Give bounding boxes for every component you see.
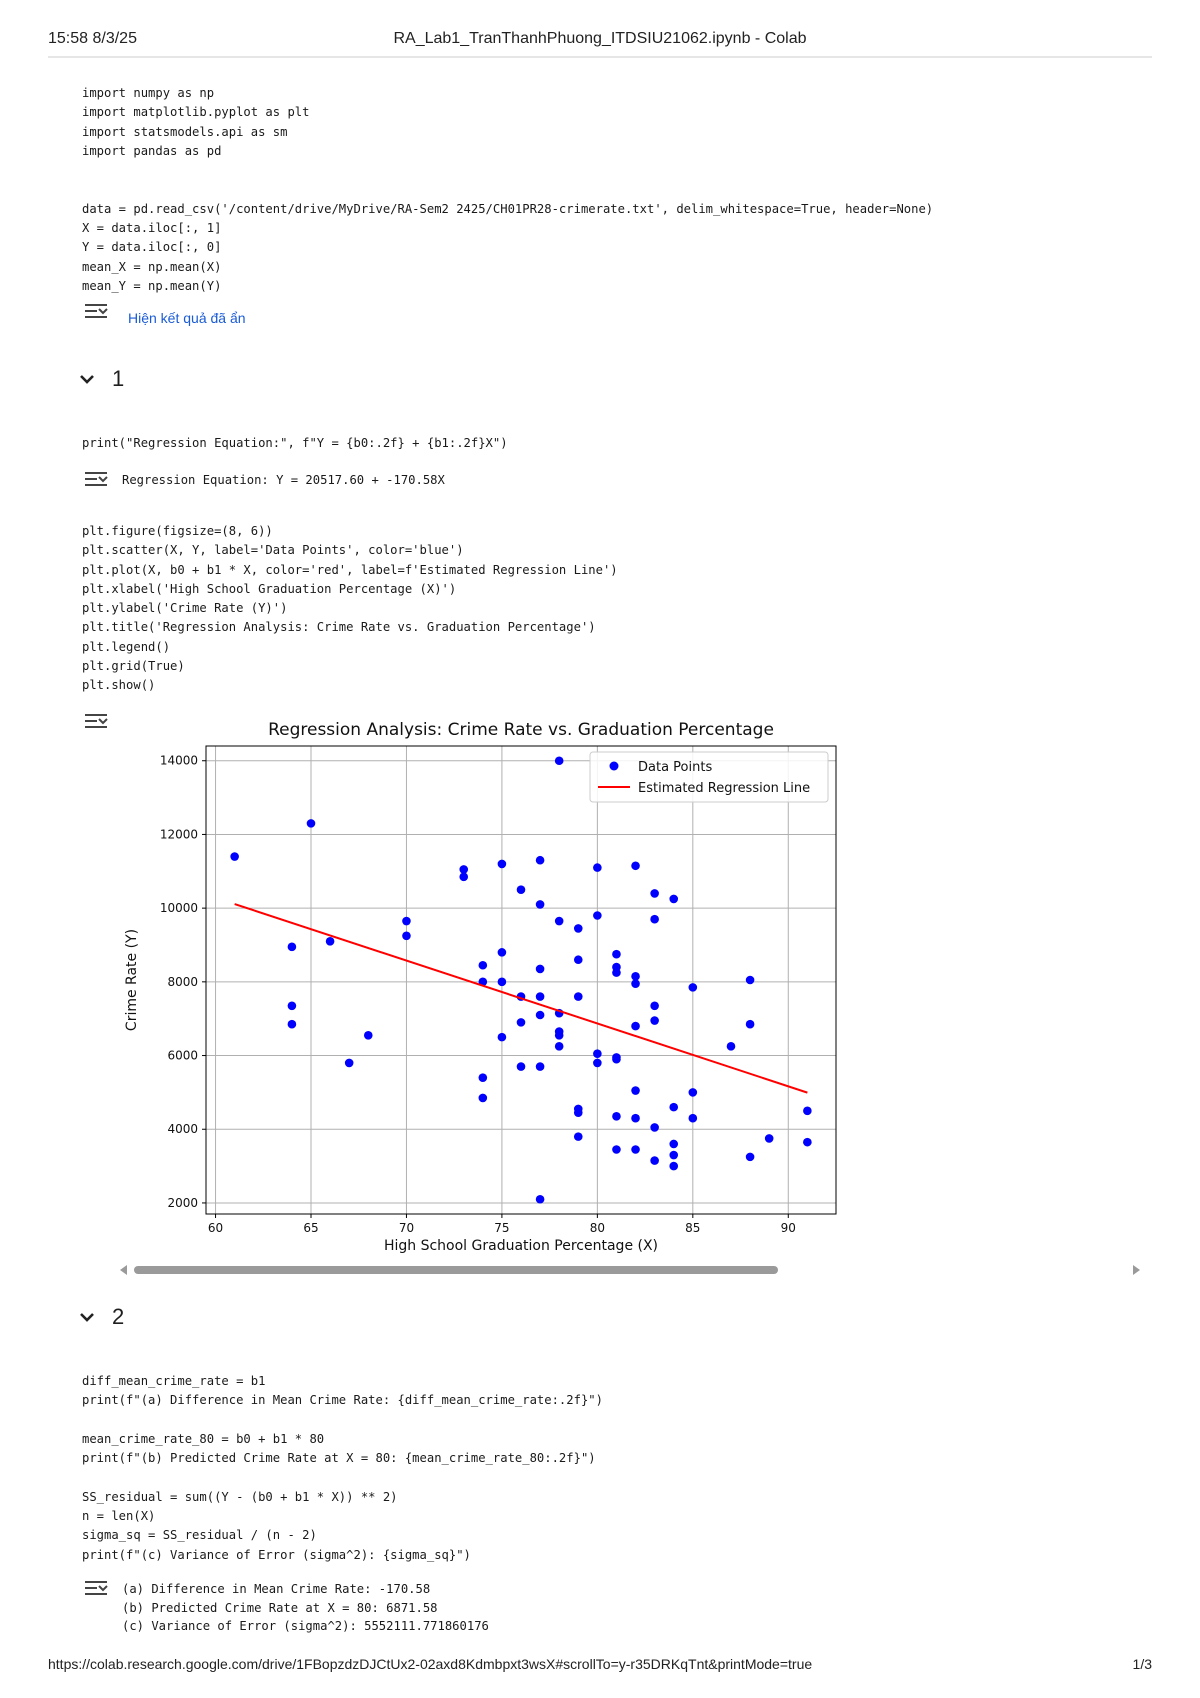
data-point: [669, 1162, 678, 1171]
x-tick-label: 85: [685, 1221, 701, 1235]
data-point: [612, 1055, 621, 1064]
scatter-points: [230, 756, 811, 1203]
data-point: [574, 955, 583, 964]
data-point: [517, 1062, 526, 1071]
output-toggle-icon[interactable]: [84, 470, 110, 488]
data-point: [631, 1114, 640, 1123]
data-point: [536, 1062, 545, 1071]
equation-output: Regression Equation: Y = 20517.60 + -170.58X: [122, 473, 445, 487]
section-2-title: 2: [112, 1304, 125, 1329]
data-point: [517, 885, 526, 894]
data-point: [459, 873, 468, 882]
data-point: [669, 1151, 678, 1160]
data-point: [689, 1114, 698, 1123]
data-point: [765, 1134, 774, 1143]
legend-marker-points: [610, 762, 619, 771]
data-point: [631, 861, 640, 870]
chart-title: Regression Analysis: Crime Rate vs. Graduation Percentage: [268, 720, 774, 740]
data-point: [650, 915, 659, 924]
data-point: [517, 1018, 526, 1027]
data-point: [536, 965, 545, 974]
y-tick-label: 12000: [159, 827, 198, 842]
data-point: [631, 972, 640, 981]
plot-frame: [206, 746, 836, 1214]
data-point: [479, 1094, 488, 1103]
x-axis-label: High School Graduation Percentage (X): [383, 1238, 659, 1254]
data-point: [631, 979, 640, 988]
imports-code-cell[interactable]: import numpy as np import matplotlib.pyplot as plt import statsmodels.api as sm import pandas as pd data = pd.read_csv('/content/drive/MyDrive/RA-Sem2 2425/CH01PR28-crimerate.txt', delim_whitespace=True, header=None) X = data.iloc[:, 1] Y = data.iloc[:, 0] mean_X = np.mean(X) mean_Y = np.mean(Y): [82, 86, 934, 293]
data-point: [746, 976, 755, 985]
data-point: [555, 1031, 564, 1040]
legend-label-points: Data Points: [638, 760, 713, 775]
data-point: [555, 917, 564, 926]
data-point: [536, 900, 545, 909]
data-point: [727, 1042, 736, 1051]
print-datetime: 15:58 8/3/25: [48, 30, 137, 47]
data-point: [402, 917, 411, 926]
scroll-right-icon[interactable]: [1133, 1265, 1140, 1275]
data-point: [593, 1059, 602, 1068]
data-point: [479, 1073, 488, 1082]
data-point: [574, 1132, 583, 1141]
chart-legend: [590, 752, 828, 802]
data-point: [288, 1001, 297, 1010]
data-point: [650, 1001, 659, 1010]
data-point: [689, 983, 698, 992]
data-point: [498, 948, 507, 957]
y-tick-label: 6000: [167, 1048, 198, 1063]
chevron-down-icon[interactable]: [78, 370, 96, 388]
data-point: [536, 1011, 545, 1020]
show-hidden-output-link[interactable]: Hiện kết quả đã ẩn: [128, 310, 246, 326]
data-point: [288, 1020, 297, 1029]
data-point: [612, 1145, 621, 1154]
data-point: [307, 819, 316, 828]
data-point: [459, 865, 468, 874]
data-point: [345, 1059, 354, 1068]
scrollbar-thumb[interactable]: [134, 1266, 778, 1274]
data-point: [364, 1031, 373, 1040]
data-point: [593, 1049, 602, 1058]
data-point: [612, 968, 621, 977]
x-tick-label: 65: [303, 1221, 319, 1235]
y-axis-label: Crime Rate (Y): [124, 928, 140, 1032]
output-toggle-icon[interactable]: [84, 302, 110, 320]
data-point: [631, 1022, 640, 1031]
data-point: [689, 1088, 698, 1097]
y-tick-label: 14000: [159, 753, 198, 768]
calc-output: (a) Difference in Mean Crime Rate: -170.58 (b) Predicted Crime Rate at X = 80: 6871.58 (c) Variance of Error (sigma^2): 5552111.771860176: [122, 1582, 489, 1633]
print-equation-code-cell[interactable]: print("Regression Equation:", f"Y = {b0:.2f} + {b1:.2f}X"): [82, 436, 508, 450]
section-1-header[interactable]: [78, 364, 124, 394]
data-point: [555, 1042, 564, 1051]
x-tick-label: 80: [589, 1221, 606, 1235]
data-point: [669, 895, 678, 904]
data-point: [230, 852, 239, 861]
data-point: [631, 1145, 640, 1154]
data-point: [402, 931, 411, 940]
y-tick-label: 10000: [159, 901, 198, 916]
data-point: [593, 911, 602, 920]
data-point: [498, 978, 507, 987]
chart-ticks: [160, 754, 796, 1235]
y-tick-label: 2000: [167, 1195, 198, 1210]
x-tick-label: 75: [494, 1221, 510, 1235]
plot-code-cell[interactable]: plt.figure(figsize=(8, 6)) plt.scatter(X, Y, label='Data Points', color='blue') plt.plot(X, b0 + b1 * X, color='red', label=f'Estimated Regression Line') plt.xlabel('High School Graduation Percentage (X)') plt.ylabel('Crime Rate (Y)') plt.title('Regression Analysis: Crime Rate vs. Graduation Percentage') plt.legend() plt.grid(True) plt.show(): [82, 524, 618, 693]
data-point: [803, 1138, 812, 1147]
data-point: [555, 756, 564, 765]
data-point: [746, 1153, 755, 1162]
footer-page-number: 1/3: [1132, 1656, 1152, 1672]
scroll-left-icon[interactable]: [120, 1265, 127, 1275]
section-1-title: 1: [112, 366, 125, 391]
data-point: [479, 961, 488, 970]
data-point: [536, 992, 545, 1001]
data-point: [498, 1033, 507, 1042]
data-point: [498, 860, 507, 869]
y-tick-label: 8000: [167, 974, 198, 989]
data-point: [288, 943, 297, 952]
data-point: [574, 1108, 583, 1117]
data-point: [650, 1016, 659, 1025]
data-point: [746, 1020, 755, 1029]
data-point: [326, 937, 335, 946]
calc-code-cell[interactable]: diff_mean_crime_rate = b1 print(f"(a) Difference in Mean Crime Rate: {diff_mean_crime_rate:.2f}") mean_crime_rate_80 = b0 + b1 * 80 print(f"(b) Predicted Crime Rate at X = 80: {mean_crime_rate_80:.2f}") SS_residual = sum((Y - (b0 + b1 * X)) ** 2) n = len(X) sigma_sq = SS_residual / (n - 2) print(f"(c) Variance of Error (sigma^2): {sigma_sq}"): [82, 1374, 603, 1562]
chevron-down-icon[interactable]: [78, 1308, 96, 1326]
data-point: [669, 1140, 678, 1149]
data-point: [574, 992, 583, 1001]
output-toggle-icon[interactable]: [84, 1579, 110, 1597]
x-tick-label: 60: [207, 1221, 224, 1235]
data-point: [631, 1086, 640, 1095]
data-point: [650, 1156, 659, 1165]
output-horizontal-scrollbar[interactable]: [120, 1264, 1140, 1276]
x-tick-label: 90: [780, 1221, 796, 1235]
section-2-header[interactable]: [78, 1302, 124, 1332]
output-toggle-icon[interactable]: [84, 712, 110, 730]
data-point: [574, 924, 583, 933]
data-point: [650, 889, 659, 898]
footer-url: https://colab.research.google.com/drive/1FBopzdzDJCtUx2-02axd8Kdmbpxt3wsX#scrollTo=y-r35DRKqTnt&printMode=true: [48, 1656, 813, 1672]
data-point: [803, 1107, 812, 1116]
x-tick-label: 70: [398, 1221, 415, 1235]
y-tick-label: 4000: [167, 1122, 198, 1137]
legend-label-line: Estimated Regression Line: [638, 781, 811, 796]
chart-grid: [206, 746, 836, 1214]
regression-chart: [120, 714, 850, 1262]
data-point: [669, 1103, 678, 1112]
data-point: [612, 950, 621, 959]
page-title: RA_Lab1_TranThanhPhuong_ITDSIU21062.ipynb - Colab: [393, 30, 807, 47]
data-point: [650, 1123, 659, 1132]
data-point: [612, 1112, 621, 1121]
data-point: [536, 1195, 545, 1204]
data-point: [536, 856, 545, 865]
data-point: [593, 863, 602, 872]
header-divider: [48, 56, 1152, 58]
